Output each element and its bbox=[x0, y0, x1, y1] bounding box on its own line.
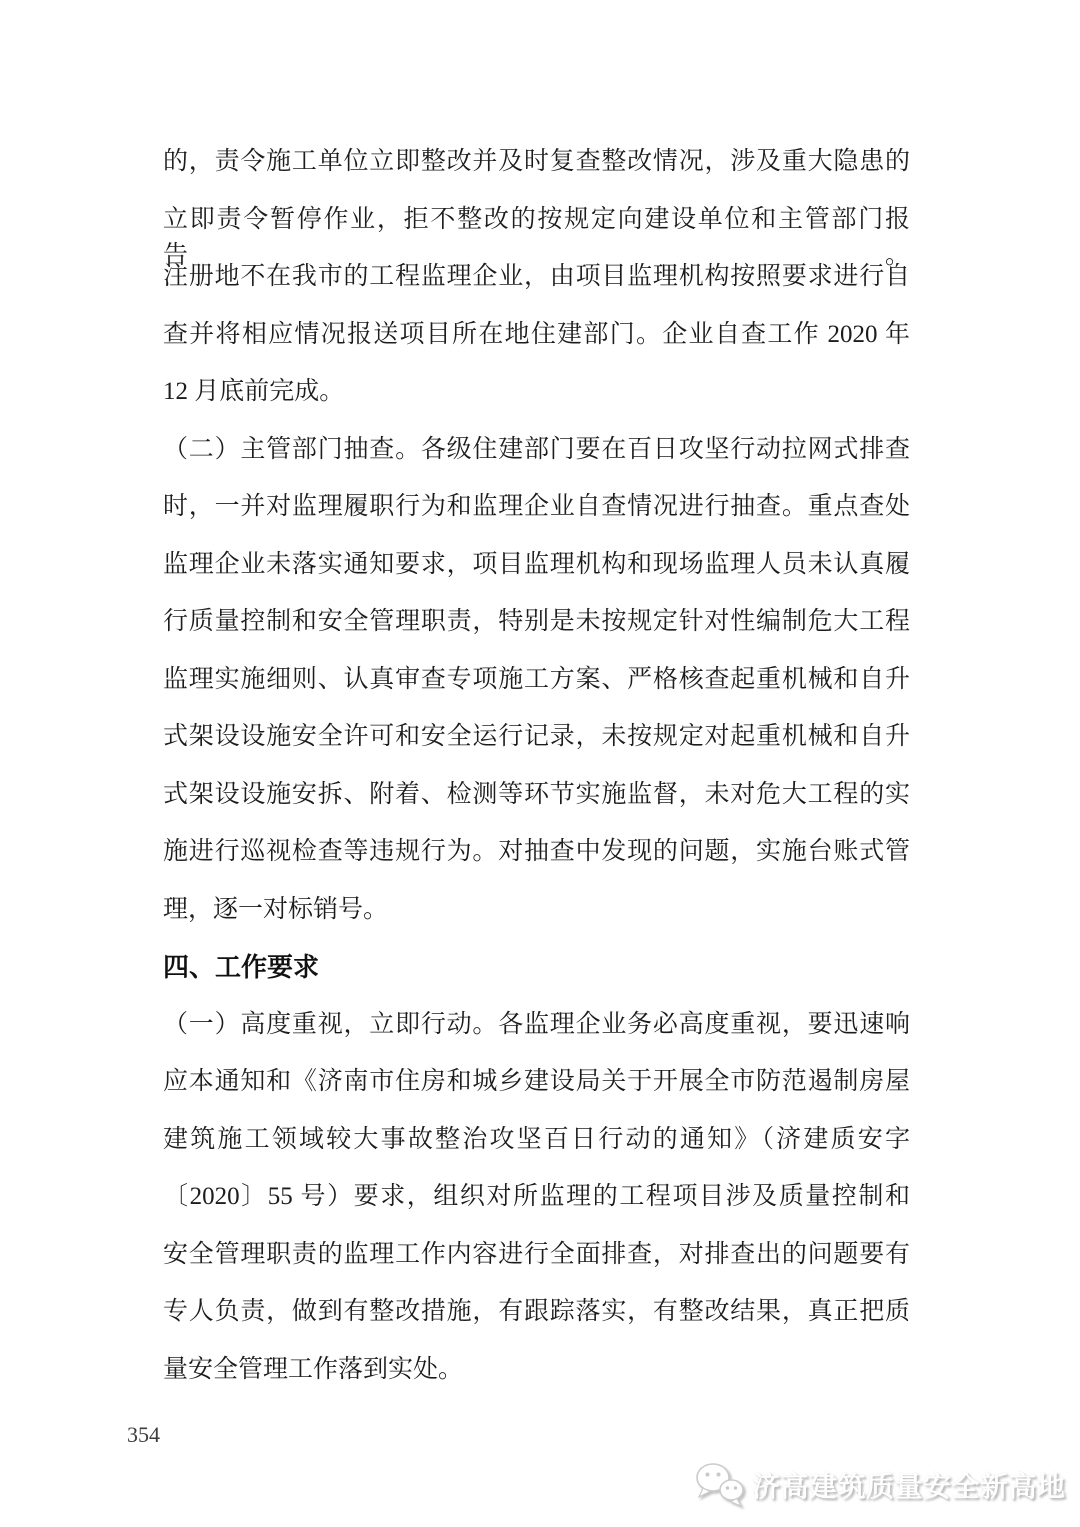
document-body bbox=[163, 144, 910, 1409]
page-number: 354 bbox=[127, 1422, 160, 1447]
text-line: 监理企业未落实通知要求，项目监理机构和现场监理人员未认真履 bbox=[163, 550, 910, 578]
text-line: 的，责令施工单位立即整改并及时复查整改情况，涉及重大隐患的 bbox=[163, 148, 910, 175]
watermark-text: 济高建筑质量安全新高地 bbox=[752, 1471, 1066, 1502]
text-line: 监理实施细则、认真审查专项施工方案、严格核查起重机械和自升 bbox=[163, 665, 910, 693]
text-line: 式架设设施安拆、附着、检测等环节实施监督，未对危大工程的实 bbox=[163, 780, 910, 808]
text-line: 注册地不在我市的工程监理企业，由项目监理机构按照要求进行自 bbox=[163, 263, 910, 290]
text-line: 式架设设施安全许可和安全运行记录，未按规定对起重机械和自升 bbox=[163, 723, 910, 750]
text-line: 专人负责，做到有整改措施，有跟踪落实，有整改结果，真正把质 bbox=[163, 1298, 910, 1325]
watermark bbox=[694, 1462, 1066, 1508]
text-line: 量安全管理工作落到实处。 bbox=[163, 1355, 464, 1383]
text-line: （二）主管部门抽查。各级住建部门要在百日攻坚行动拉网式排查 bbox=[163, 435, 910, 463]
text-line: 〔2020〕55 号）要求，组织对所监理的工程项目涉及质量控制和 bbox=[163, 1183, 910, 1210]
text-line: 12 月底前完成。 bbox=[163, 378, 345, 405]
text-line: 应本通知和《济南市住房和城乡建设局关于开展全市防范遏制房屋 bbox=[163, 1068, 910, 1095]
text-line: 安全管理职责的监理工作内容进行全面排查，对排查出的问题要有 bbox=[163, 1240, 910, 1268]
text-line: 建筑施工领域较大事故整治攻坚百日行动的通知》（济建质安字 bbox=[163, 1125, 910, 1153]
text-line: 立即责令暂停作业，拒不整改的按规定向建设单位和主管部门报告。 bbox=[163, 205, 910, 269]
section-heading: 四、工作要求 bbox=[163, 952, 320, 982]
text-line: 行质量控制和安全管理职责，特别是未按规定针对性编制危大工程 bbox=[163, 608, 910, 635]
text-line: 查并将相应情况报送项目所在地住建部门。企业自查工作 2020 年 bbox=[163, 320, 910, 348]
wechat-icon bbox=[694, 1462, 746, 1508]
text-line: 时，一并对监理履职行为和监理企业自查情况进行抽查。重点查处 bbox=[163, 493, 910, 520]
text-line: （一）高度重视，立即行动。各监理企业务必高度重视，要迅速响 bbox=[163, 1010, 910, 1038]
text-line: 理，逐一对标销号。 bbox=[163, 895, 389, 923]
text-line: 施进行巡视检查等违规行为。对抽查中发现的问题，实施台账式管 bbox=[163, 838, 910, 865]
